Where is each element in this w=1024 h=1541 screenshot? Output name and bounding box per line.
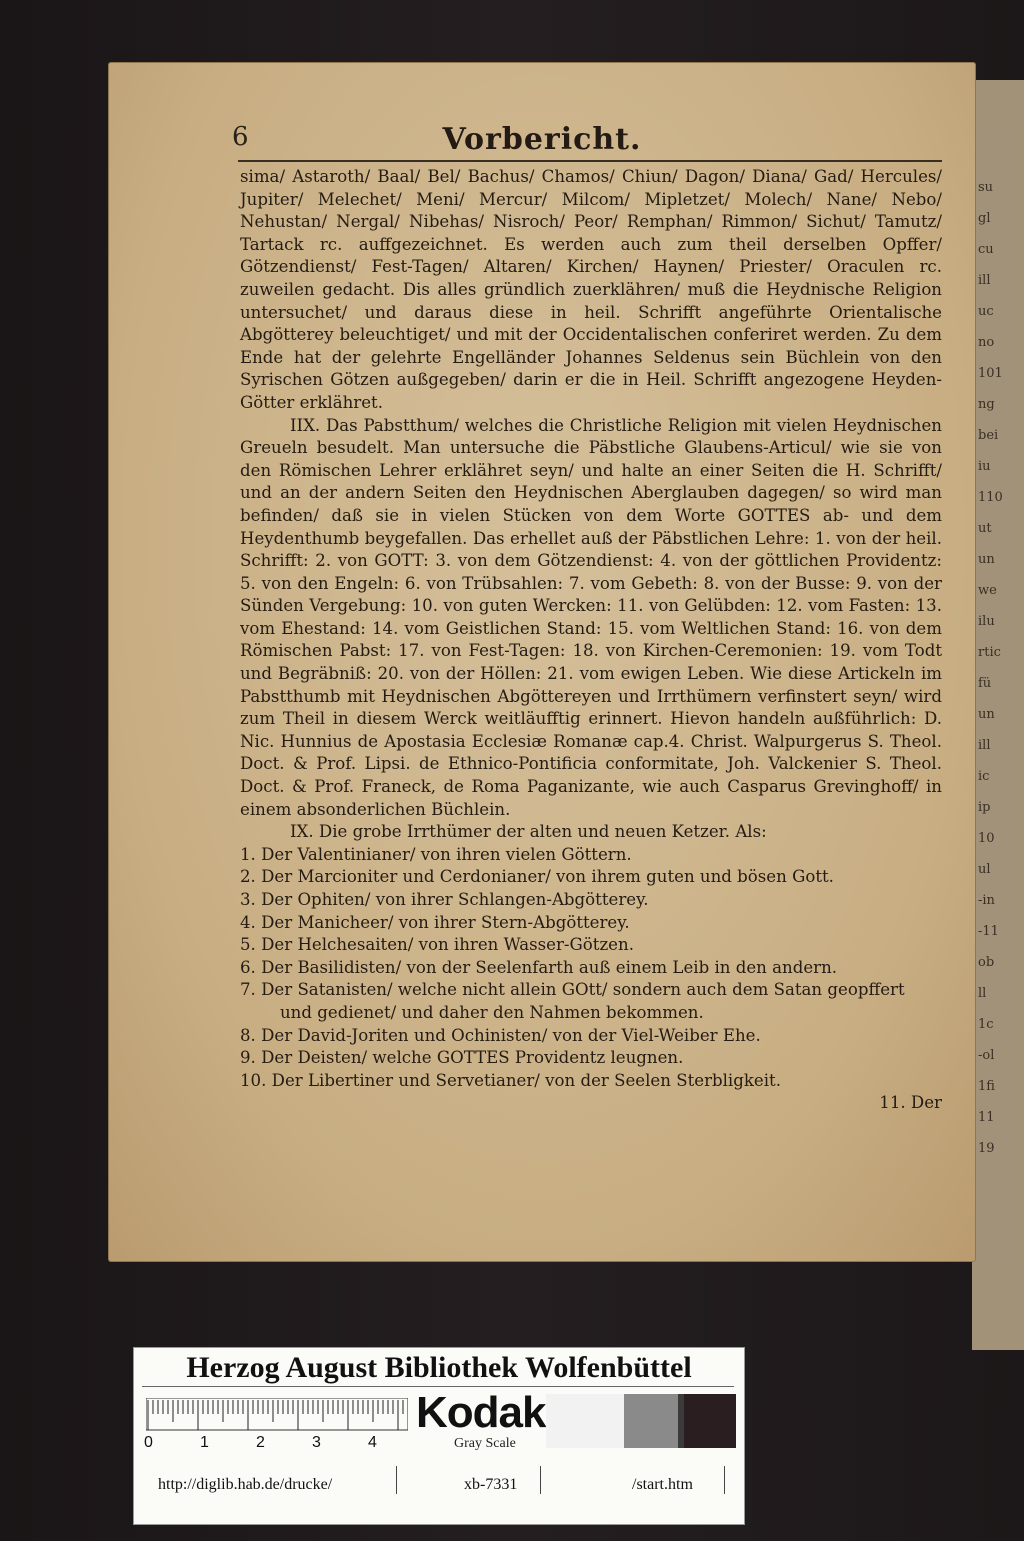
adjacent-page-fragment: -11 <box>978 924 999 939</box>
adjacent-page-fragment: gl <box>978 211 991 226</box>
adjacent-page-fragment: fü <box>978 676 992 691</box>
page-body <box>240 166 942 1115</box>
ruler-label-2: 2 <box>256 1434 265 1451</box>
header-rule <box>238 160 942 162</box>
ruler-label-0: 0 <box>144 1434 153 1451</box>
list-item-continuation: und gedienet/ und daher den Nahmen bekommen. <box>280 1002 704 1022</box>
adjacent-page-fragment: ip <box>978 800 991 815</box>
ruler-label-3: 3 <box>312 1434 321 1451</box>
adjacent-page-fragment: ic <box>978 769 990 784</box>
gray-swatch-mid <box>624 1394 678 1448</box>
library-name: Herzog August Bibliothek Wolfenbüttel <box>186 1351 692 1384</box>
shelfmark: xb-7331 <box>464 1476 518 1493</box>
list-item: 3. Der Ophiten/ von ihrer Schlangen-Abgötterey. <box>240 890 649 909</box>
card-separator <box>724 1466 725 1494</box>
ruler-label-4: 4 <box>368 1434 377 1451</box>
adjacent-page-fragment: ilu <box>978 614 995 629</box>
adjacent-page-fragment: bei <box>978 428 999 443</box>
adjacent-page-fragment: ob <box>978 955 995 970</box>
gray-swatch-white <box>546 1394 624 1448</box>
adjacent-page-fragment: un <box>978 707 995 722</box>
paragraph-iix: IIX. Das Pabstthum/ welches die Christliche Religion mit vielen Heydnischen Greueln besudelt. Man untersuche die Päbstliche Glaubens-Articul/ wie sie von den Römischen Lehrer erklähret seyn/ und halte an einer Seiten die H. Schrifft/ und an der andern Seiten den Heydnischen Aberglauben dagegen/ so wird man befinden/ daß sie in vielen Stücken von dem Worte GOTTES ab- und dem Heydenthumb beygefallen. Das erhellet auß der Päbstlichen Lehre: 1. von der heil. Schrifft: 2. von GOTT: 3. von dem Götzendienst: 4. von der göttlichen Providentz: 5. von den Engeln: 6. von Trübsahlen: 7. vom Gebeth: 8. von der Busse: 9. von der Sünden Vergebung: 10. von guten Wercken: 11. von Gelübden: 12. vom Fasten: 13. vom Ehestand: 14. vom Geistlichen Stand: 15. vom Weltlichen Stand: 16. von dem Römischen Pabst: 17. von Fest-Tagen: 18. von Kirchen-Ceremonien: 19. vom Todt und Begräbniß: 20. von der Höllen: 21. vom ewigen Leben. Wie diese Artickeln im Pabstthumb mit Heydnischen Abgöttereyen und Irrthümern verfinstert seyn/ wird zum Theil in diesem Werck weitläufftig erinnert. Hievon handeln außführlich: D. Nic. Hunnius de Apostasia Ecclesiæ Romanæ cap.4. Christ. Walpurgerus S. Theol. Doct. & Prof. Lipsi. de Ethnico-Pontificia conformitate, Joh. Valckenier S. Theol. Doct. & Prof. Franeck, de Roma Paganizante, wie auch Casparus Grevinghoff/ in einem absonderlichen Büchlein. <box>240 415 942 819</box>
list-item: 6. Der Basilidisten/ von der Seelenfarth auß einem Leib in den andern. <box>240 957 838 977</box>
gray-swatch-black <box>684 1394 736 1448</box>
adjacent-page-fragment: ut <box>978 521 992 536</box>
list-item: 1. Der Valentinianer/ von ihren vielen Göttern. <box>240 844 632 864</box>
catchword: 11. Der <box>879 1093 942 1113</box>
adjacent-page-fragment: cu <box>978 242 994 257</box>
kodak-logo: Kodak <box>416 1388 546 1437</box>
adjacent-page-fragment: iu <box>978 459 991 474</box>
heretics-list <box>240 844 942 1093</box>
list-item: 5. Der Helchesaiten/ von ihren Wasser-Götzen. <box>240 935 634 955</box>
adjacent-page-fragment: 1c <box>978 1017 994 1032</box>
adjacent-page-fragment: 1fi <box>978 1079 995 1094</box>
adjacent-page-fragment: -in <box>978 893 995 908</box>
page-number: 6 <box>232 122 249 152</box>
adjacent-page-fragment: -ol <box>978 1048 995 1063</box>
adjacent-page-fragment: ul <box>978 862 991 877</box>
adjacent-page-fragment: 101 <box>978 366 1003 381</box>
paragraph-continuation: sima/ Astaroth/ Baal/ Bel/ Bachus/ Chamos/ Chiun/ Dagon/ Diana/ Gad/ Hercules/ Jupiter/ Melechet/ Meni/ Mercur/ Milcom/ Mipletzet/ Molech/ Nane/ Nebo/ Nehustan/ Nergal/ Nibehas/ Nisroch/ Peor/ Remphan/ Rimmon/ Sichut/ Tamutz/ Tartack rc. auffgezeichnet. Es werden auch zum theil derselben Opffer/ Götzendienst/ Fest-Tagen/ Altaren/ Kirchen/ Haynen/ Priester/ Oraculen rc. zuweilen gedacht. Dis alles gründlich zuerklähren/ muß die Heydnische Religion untersuchet/ und daraus diese in heil. Schrifft angeführte Orientalische Abgötterey beleuchtiget/ und mit der Occidentalischen conferiret werden. Zu dem Ende hat der gelehrte Engelländer Johannes Seldenus sein Büchlein von den Syrischen Götzen außgegeben/ darin er die in Heil. Schrifft angezogene Heyden-Götter erklähret. <box>240 167 942 412</box>
ruler-label-1: 1 <box>200 1434 209 1451</box>
list-item: 9. Der Deisten/ welche GOTTES Providentz leugnen. <box>240 1048 684 1068</box>
card-separator <box>396 1466 397 1494</box>
adjacent-page-fragment: 11 <box>978 1110 995 1125</box>
adjacent-page-fragment: ill <box>978 273 991 288</box>
adjacent-page-fragment: we <box>978 583 997 598</box>
adjacent-page-fragment: 10 <box>978 831 995 846</box>
adjacent-page-fragment: 19 <box>978 1141 995 1156</box>
adjacent-page-fragment: no <box>978 335 995 350</box>
adjacent-page-fragment: su <box>978 180 994 195</box>
adjacent-page-fragment: ng <box>978 397 995 412</box>
paragraph-ix: IX. Die grobe Irrthümer der alten und neuen Ketzer. Als: <box>290 822 767 842</box>
adjacent-page-fragment: 110 <box>978 490 1003 505</box>
adjacent-page-fragment: ll <box>978 986 987 1001</box>
running-title: Vorbericht. <box>442 122 642 157</box>
adjacent-page-fragment: ill <box>978 738 991 753</box>
list-item: 10. Der Libertiner und Servetianer/ von der Seelen Sterbligkeit. <box>240 1070 781 1090</box>
start-page-path: /start.htm <box>632 1476 693 1493</box>
list-item: 8. Der David-Joriten und Ochinisten/ von der Viel-Weiber Ehe. <box>240 1025 761 1045</box>
list-item: 7. Der Satanisten/ welche nicht allein GOtt/ sondern auch dem Satan geopffert <box>240 980 905 1000</box>
adjacent-page-edge <box>972 80 1024 1350</box>
library-color-card <box>133 1347 745 1525</box>
catalog-url: http://diglib.hab.de/drucke/ <box>158 1476 333 1493</box>
ruler-frame <box>146 1398 408 1430</box>
adjacent-page-fragment: rtic <box>978 645 1001 660</box>
list-item: 2. Der Marcioniter und Cerdonianer/ von ihrem guten und bösen Gott. <box>240 867 834 887</box>
card-separator <box>540 1466 541 1494</box>
adjacent-page-fragment: uc <box>978 304 994 319</box>
gray-scale-label: Gray Scale <box>454 1436 516 1451</box>
adjacent-page-fragment: un <box>978 552 995 567</box>
list-item: 4. Der Manicheer/ von ihrer Stern-Abgötterey. <box>240 912 630 932</box>
card-divider <box>142 1386 734 1387</box>
